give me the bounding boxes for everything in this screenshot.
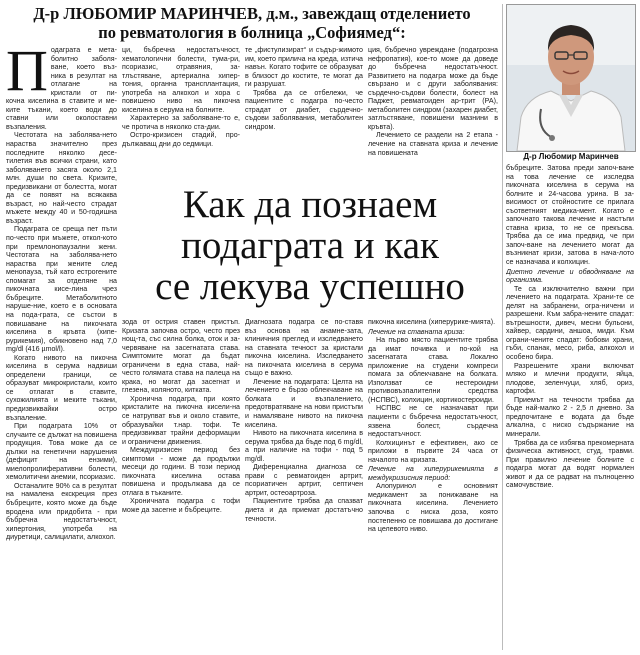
text-column-2-bottom	[122, 318, 240, 650]
paragraph: Характерно за заболяване-то е, че протича в няколко ста-дии.	[122, 114, 240, 131]
paragraph: НСПВС не се назначават при пациенти с бъбречна недостатъчност, язвена болест, сърдечна недостатъчност.	[368, 404, 498, 439]
paragraph: Диференциална диагноза се прави с ревматоиден артрит, псориатичен артрит, септичен артрит, остеоартроза.	[245, 463, 363, 497]
paragraph: ци, бъбречна недостатъчност, хематологични болести, тума-ри, псориазис, отравяния, за-тлъстяване, артериална хипер-тония, органна трансплантация, употреба на алкохол и хора с повишено ниво на пикочна киселина в серума на болните.	[122, 46, 240, 114]
drop-cap: П	[6, 46, 48, 103]
paragraph: Колхицинът е ефективен, ако се приложи в първите 24 часа от началото на кризата.	[368, 438, 498, 464]
paragraph: Приемът на течности трябва да бъде най-малко 2 - 2,5 л дневно. За предпочитане е водата да бъде алкална, с ниско съдържание на минерали.	[506, 395, 634, 438]
paragraph: те „фистулизират“ и съдър-жимото им, което прилича на креда, изтича навън. Когато тофите се образуват в близост до костите, те могат да ги разрушат.	[245, 46, 363, 89]
paragraph: Диагнозата подагра се по-ставя въз основа на анамне-зата, клиничния преглед и изследването на ставната течност за кристали пикочна киселина. Изследването на пикочната киселина в серума също е важно.	[245, 318, 363, 378]
doctor-portrait-photo	[506, 4, 636, 152]
header-line-1: Д-р ЛЮБОМИР МАРИНЧЕВ, д.м., завеждащ отделението	[33, 4, 471, 23]
subheading: Диетно лечение и обводняване на организма.	[506, 267, 634, 285]
header-line-2: по ревматология в болница „Софиямед“:	[98, 23, 406, 42]
text-column-1	[6, 46, 117, 650]
paragraph: Междукризисен период без симптоми - може да продължи месеци до години. В този период пикочната киселина остава повишена и продължава да се отлага в тъканите.	[122, 446, 240, 497]
paragraph: Когато нивото на пикочна киселина в серума надвиши определени граници, се образуват микрокристали, които се отлагат в ставите, сухожилията и меките тъкани, предизвиквайки остро възпаление.	[6, 353, 117, 422]
paragraph: Трябва да се избягва прекомерната физическа активност, студ, травми. При правилно лечение болните с подагра могат да водят нормален живот и да се радват на пълноценно самочувствие.	[506, 438, 634, 490]
paragraph: зода от острия ставен пристъп. Кризата започва остро, често през нощ-та, със силна болка, оток и за-червяване на засегнатата става. Симптомите могат да бъдат ограничени в една става, най-често голямата става на палеца на крака, но могат да засегнат и глезена, коляното, китката.	[122, 318, 240, 395]
photo-caption: Д-р Любомир Маринчев	[523, 152, 619, 161]
text-column-3-top	[245, 46, 363, 184]
text-column-3-bottom	[245, 318, 363, 650]
paragraph: бъбреците. Затова преди започ-ване на това лечение се изследва пикочната киселина в серума на болните и 24-часова урина. В за-висимост от стойностите се прилага съответният медика-мент. Когато е започнато такова лечение и настъпи ставна криза, то не се прекъсва. Трябва да се има предвид, че при започ-ване на лечението могат да възникнат кризи, затова в нача-лото се назначава и колхицин.	[506, 164, 634, 267]
paragraph: Честотата на заболява-нето нараства значително през последните няколко десе-тилетия във всички страни, като заболяването засяга около 2,1 млн. души по света. Кризите, предизвикани от болестта, могат да се появят на всякаква възраст, но най-често страдат мъжете между 40 и 50-годишна възраст.	[6, 131, 117, 225]
subheading: Лечение на хиперурикемията в междукризисния период:	[368, 465, 498, 482]
paragraph: Хроничната подагра с тофи може да засегне и бъбреците.	[122, 497, 240, 515]
text-column-5	[506, 164, 634, 650]
paragraph: Те са изключително важни при лечението на подаграта. Храни-те се делят на забранени, огра-ничени и разрешени. Към забра-нените спадат: вътрешности, дивеч, месни бульони, хайвер, сардини, аншоа, миди. Към ограни-чените спадат: бобови храни, гъби, спанак, месо, риба, алкохол и особено бира.	[506, 284, 634, 362]
paragraph: На първо място пациентите трябва да имат почивка и по-кой на засегнатата става. Локално приложение на студени компреси помага за облекчаване на болката. Използват се нестероидни противовъзпалителни средства (НСПВС), колхицин, кортикостероиди.	[368, 336, 498, 404]
text-column-4-bottom	[368, 318, 498, 650]
article-main-title	[120, 184, 500, 307]
paragraph: Разрешените храни включват мляко и млечни продукти, яйца, плодове, зеленчуци, хляб, ориз, картофи.	[506, 361, 634, 396]
paragraph: Останалите 90% са в резултат на намалена екскреция през бъбреците, която може да бъде вродена или придобита - при бъбречна недостатъчност, хипертония, употреба на диуретици, салицилати, алкохол.	[6, 481, 117, 542]
paragraph: Нивото на пикочната киселина в серума трябва да бъде под 6 mg/dl, а при наличие на тофи - под 5 mg/dl.	[245, 429, 363, 463]
title-line-2: подаграта и как	[180, 224, 439, 267]
paragraph: Алопуринол е основният медикамент за понижаване на пикочната киселина. Лечението започва с ниска доза, която постепенно се повишава до достигане на целевото ниво.	[368, 482, 498, 534]
title-line-1: Как да познаем	[182, 183, 438, 226]
paragraph: Пациентите трябва да спазват диета и да приемат достатъчно течности.	[245, 497, 363, 523]
paragraph: ция, бъбречно увреждане (подагрозна нефропатия), кое-то може да доведе до бъбречна недостатъчност. Развитието на подагра може да бъде свързано и с други заболявания: сърдечно-съдови болести, болест на Паджет, ревматоиден ар-трит (РА), метаболитен синдром (захарен диабет, затлъстяване, повишени мазнини в кръвта).	[368, 46, 498, 131]
title-line-3: се лекува успешно	[155, 265, 465, 308]
portrait-illustration	[507, 5, 635, 151]
paragraph: Трябва да се отбележи, че пациентите с подагра по-често страдат от диабет, сърдечно-съдови заболявания, метаболитен синдром.	[245, 88, 363, 131]
paragraph: При подаграта 10% от случаите се дължат на повишена продукция. Това може да се дължи на генетични нарушения (дефицит на ензими), миелопролиферативни болести, хемолитични анемии, псориазис.	[6, 422, 117, 482]
text-column-2-top	[122, 46, 240, 184]
paragraph: пикочна киселина (хиперурике-мията).	[368, 318, 496, 326]
text-column-4-top	[368, 46, 498, 184]
article-header	[6, 4, 498, 42]
paragraph: Остро-кризисен стадий, про-дължаващ дни до седмици.	[122, 131, 240, 149]
paragraph: Лечение на подаграта: Целта на лечението е бързо облекчаване на болката и възпалението, предотвратяване на нови пристъпи и намаляване нивото на пикочна киселина.	[245, 377, 363, 429]
paragraph: Хронична подагра, при която кристалите на пикочна кисели-на се натрупват във и около ставите, образувайки т.нар. тофи. Те предизвикват трайни деформации и ограничени движения.	[122, 394, 240, 446]
paragraph: одаграта е мета-болитно заболя-ване, което въз-ника в резултат на отлагане на кристали от пи-кочна киселина в ставите и ме-ките тъкани, което води до ставни или околоставни възпаления.	[6, 46, 117, 131]
paragraph: Лечението се раздели на 2 етапа - лечение на ставната криза и лечение на повишената	[368, 131, 498, 157]
paragraph: Подаграта се среща пет пъти по-често при мъжете, откол-кото при премлонопаузални жени. Честотата на заболява-нето нараства при жените след менопауза, тъй като естрогените спомагат за отделяне на пикочната кисе-лина чрез бъбреците. Метаболитното наруше-ние, което е в основата на пода-грата, се състои в повишаване на пикочната киселина в кръвта (хипе-рурикемия), обикновено над 7,0 mg/dl (416 µmol/l).	[6, 225, 117, 354]
subheading: Лечение на ставната криза:	[368, 327, 465, 336]
column-divider	[502, 4, 503, 650]
